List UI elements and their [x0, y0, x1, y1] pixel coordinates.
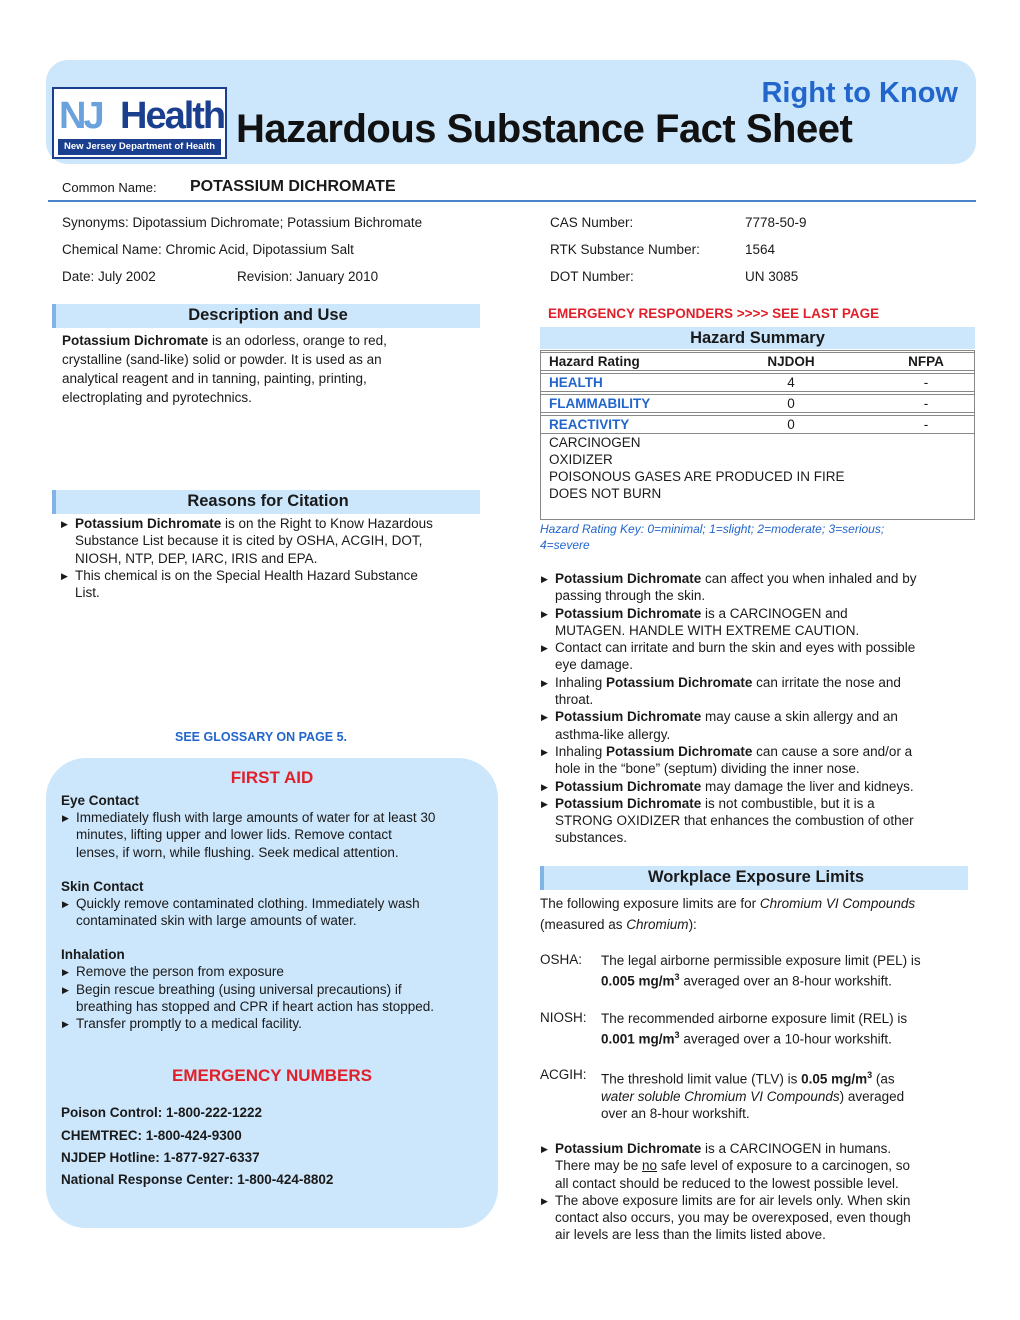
- rtk-label: RTK Substance Number:: [550, 242, 700, 257]
- common-name-label: Common Name:: [62, 180, 157, 195]
- hazard-row-flammability: [540, 394, 975, 413]
- acgih-value: 0.05 mg/m: [801, 1071, 868, 1087]
- effect6-text: can cause a sore and/or a: [752, 743, 913, 759]
- inh-b1: ▶ Remove the person from exposure: [76, 964, 284, 980]
- hazard-reactivity-label: REACTIVITY: [549, 417, 630, 432]
- citation-b2-line1: ▶ This chemical is on the Special Health Hazard Substance: [75, 567, 418, 583]
- effect8-line2: STRONG OXIDIZER that enhances the combustion of other: [555, 813, 914, 829]
- common-name-value: POTASSIUM DICHROMATE: [190, 178, 396, 195]
- effect5-substance: Potassium Dichromate: [555, 709, 702, 725]
- effect4-line2: throat.: [555, 692, 594, 708]
- revision: Revision: January 2010: [237, 269, 379, 284]
- hazard-reactivity-nfpa: -: [923, 417, 929, 432]
- health-effects-list: [540, 570, 972, 847]
- description-line1: is an odorless, orange to red,: [208, 333, 387, 348]
- effect-bullet-5: [540, 708, 972, 743]
- inhalation-label: Inhalation: [61, 947, 125, 963]
- hazard-health-njdoh: 4: [787, 375, 795, 390]
- exposure-b2-line3: air levels are less than the limits listed above.: [555, 1227, 826, 1243]
- effect5-line2: asthma-like allergy.: [555, 726, 671, 742]
- description-substance: Potassium Dichromate: [62, 333, 209, 348]
- logo-nj-text: NJ: [59, 95, 102, 137]
- hazard-key-line1: Hazard Rating Key: 0=minimal; 1=slight; 2=moderate; 3=serious;: [540, 522, 885, 536]
- hazard-header-row: [540, 352, 975, 371]
- hazard-row-health: [540, 373, 975, 392]
- effect2-line2: MUTAGEN. HANDLE WITH EXTREME CAUTION.: [555, 622, 860, 638]
- citation-b2-line2: List.: [75, 585, 100, 601]
- niosh-text: [601, 1010, 973, 1048]
- niosh-value: 0.001 mg/m: [601, 1031, 675, 1047]
- acgih-text: [601, 1067, 973, 1122]
- effect-bullet-3: [540, 639, 972, 674]
- description-line4: electroplating and pyrotechnics.: [62, 390, 252, 405]
- effect8-line3: substances.: [555, 830, 628, 846]
- exposure-intro: [540, 894, 972, 934]
- effect8-substance: Potassium Dichromate: [555, 795, 702, 811]
- inh-b2-line1: ▶ Begin rescue breathing (using universal precautions) if: [76, 981, 402, 997]
- hazard-col-rating: Hazard Rating: [549, 354, 640, 369]
- exposure-bullet-1: [540, 1140, 972, 1192]
- eye-line2: minutes, lifting upper and lower lids. Remove contact: [76, 827, 392, 843]
- first-aid-content: [61, 792, 493, 1033]
- dot-label: DOT Number:: [550, 269, 634, 284]
- effect-bullet-1: [540, 570, 972, 605]
- effect-bullet-2: [540, 605, 972, 640]
- exposure-b1-l2-post: safe level of exposure to a carcinogen, so: [657, 1158, 910, 1174]
- osha-text: [601, 952, 973, 990]
- hazard-summary-heading: Hazard Summary: [540, 327, 975, 349]
- acgih-l1-pre: The threshold limit value (TLV) is: [601, 1071, 802, 1087]
- hazard-flammability-nfpa: -: [923, 396, 929, 411]
- eye-contact-bullet: [61, 809, 493, 861]
- citation-b1-line3: NIOSH, NTP, DEP, IARC, IRIS and EPA.: [75, 550, 318, 566]
- effect5-text: may cause a skin allergy and an: [701, 709, 898, 725]
- exposure-intro-l2-italic: Chromium: [626, 917, 689, 932]
- inh-b3: ▶ Transfer promptly to a medical facility.: [76, 1016, 302, 1032]
- niosh-rest: averaged over a 10-hour workshift.: [679, 1031, 892, 1047]
- skin-line2: contaminated skin with large amounts of water.: [76, 913, 357, 929]
- exposure-b1-l2-pre: There may be: [555, 1158, 643, 1174]
- effect-bullet-8: [540, 795, 972, 847]
- description-line2: crystalline (sand-like) solid or powder. It is used as an: [62, 352, 382, 367]
- exposure-b1-l2-underline: no: [642, 1158, 658, 1174]
- glossary-link[interactable]: SEE GLOSSARY ON PAGE 5.: [175, 730, 348, 744]
- emergency-responders-banner: EMERGENCY RESPONDERS >>>> SEE LAST PAGE: [548, 306, 880, 321]
- citation-b1-line2: Substance List because it is cited by OSHA, ACGIH, DOT,: [75, 533, 423, 549]
- acgih-l2-italic: water soluble Chromium VI Compounds: [601, 1088, 840, 1104]
- chemtrec-number: CHEMTREC: 1-800-424-9300: [61, 1128, 242, 1143]
- exposure-b1-substance: Potassium Dichromate: [555, 1141, 702, 1156]
- exposure-limits-heading: Workplace Exposure Limits: [540, 866, 968, 890]
- page-title: Hazardous Substance Fact Sheet: [236, 107, 853, 151]
- skin-contact-label: Skin Contact: [61, 878, 144, 894]
- citation-bullet-1: [60, 515, 485, 567]
- hazard-note-carcinogen: CARCINOGEN: [549, 435, 641, 450]
- dot-value: UN 3085: [745, 269, 799, 284]
- hazard-rating-key: [540, 521, 884, 553]
- hazard-health-nfpa: -: [923, 375, 929, 390]
- exposure-b2-line2: contact also occurs, you may be overexposed, even though: [555, 1210, 911, 1226]
- effect-bullet-4: [540, 674, 972, 709]
- njdep-hotline-number: NJDEP Hotline: 1-877-927-6337: [61, 1150, 260, 1165]
- hazard-flammability-njdoh: 0: [787, 396, 795, 411]
- effect4-substance: Potassium Dichromate: [606, 674, 753, 690]
- hazard-reactivity-njdoh: 0: [787, 417, 795, 432]
- effect3-line1: ▶ Contact can irritate and burn the skin and eyes with possible: [555, 640, 916, 656]
- effect1-text: can affect you when inhaled and by: [701, 571, 917, 586]
- cas-label: CAS Number:: [550, 215, 634, 230]
- logo-health-text: Health: [120, 95, 225, 137]
- acgih-line3: over an 8-hour workshift.: [601, 1105, 750, 1121]
- niosh-sup: 3: [674, 1030, 680, 1040]
- citation-list: [60, 515, 485, 601]
- acgih-sup: 3: [867, 1070, 873, 1080]
- citation-substance: Potassium Dichromate: [75, 516, 222, 531]
- skin-contact-bullet: [61, 895, 493, 930]
- effect6-line2: hole in the “bone” (septum) dividing the inner nose.: [555, 761, 860, 777]
- description-heading: Description and Use: [52, 304, 480, 328]
- exposure-bullets: [540, 1140, 972, 1244]
- niosh-label: NIOSH:: [540, 1010, 587, 1025]
- citation-b1-text: is on the Right to Know Hazardous: [221, 516, 433, 531]
- effect6-substance: Potassium Dichromate: [606, 743, 753, 759]
- osha-sup: 3: [674, 972, 680, 982]
- acgih-l2-post: ) averaged: [839, 1088, 905, 1104]
- exposure-intro-l1-italic: Chromium VI Compounds: [759, 896, 916, 911]
- synonyms: Synonyms: Dipotassium Dichromate; Potassium Bichromate: [62, 215, 423, 230]
- exposure-intro-l2: (measured as: [540, 917, 627, 932]
- inhalation-bullet-3: [61, 1015, 493, 1032]
- inhalation-bullet-1: [61, 963, 493, 980]
- niosh-line1: The recommended airborne exposure limit (REL) is: [601, 1011, 908, 1026]
- effect2-substance: Potassium Dichromate: [555, 605, 702, 621]
- exposure-bullet-2: [540, 1192, 972, 1244]
- effect4-text: can irritate the nose and: [752, 674, 901, 690]
- exposure-b1-text: is a CARCINOGEN in humans.: [701, 1141, 892, 1156]
- chemical-name: Chemical Name: Chromic Acid, Dipotassium Salt: [62, 242, 354, 257]
- hazard-col-nfpa: NFPA: [908, 354, 944, 369]
- acgih-label: ACGIH:: [540, 1067, 587, 1082]
- osha-rest: averaged over an 8-hour workshift.: [679, 973, 892, 989]
- effect-bullet-7: [540, 778, 972, 795]
- eye-line3: lenses, if worn, while flushing. Seek medical attention.: [76, 844, 399, 860]
- date: Date: July 2002: [62, 269, 156, 284]
- exposure-b2-line1: ▶ The above exposure limits are for air levels only. When skin: [555, 1192, 911, 1208]
- exposure-intro-l1: The following exposure limits are for: [540, 896, 760, 911]
- osha-line1: The legal airborne permissible exposure limit (PEL) is: [601, 953, 921, 968]
- right-to-know-title: Right to Know: [761, 77, 958, 109]
- hazard-health-label: HEALTH: [549, 375, 603, 390]
- description-line3: analytical reagent and in tanning, painting, printing,: [62, 371, 367, 386]
- effect1-line2: passing through the skin.: [555, 588, 706, 604]
- hazard-col-njdoh: NJDOH: [767, 354, 815, 369]
- header-divider: [48, 200, 976, 202]
- description-text: [62, 331, 482, 407]
- effect2-text: is a CARCINOGEN and: [701, 605, 848, 621]
- acgih-l1-post: (as: [872, 1071, 895, 1087]
- effect3-line2: eye damage.: [555, 657, 634, 673]
- first-aid-heading: FIRST AID: [230, 768, 314, 787]
- eye-contact-label: Eye Contact: [61, 793, 140, 808]
- effect7-text: may damage the liver and kidneys.: [701, 778, 914, 794]
- poison-control-number: Poison Control: 1-800-222-1222: [61, 1105, 263, 1120]
- citation-heading: Reasons for Citation: [52, 490, 480, 514]
- national-response-center-number: National Response Center: 1-800-424-8802: [61, 1172, 334, 1187]
- hazard-note-does-not-burn: DOES NOT BURN: [549, 486, 662, 501]
- cas-value: 7778-50-9: [745, 215, 807, 230]
- eye-line1: ▶ Immediately flush with large amounts of water for at least 30: [76, 810, 436, 825]
- exposure-b1-line3: all contact should be reduced to the lowest possible level.: [555, 1175, 899, 1191]
- effect-bullet-6: [540, 743, 972, 778]
- skin-line1: ▶ Quickly remove contaminated clothing. Immediately wash: [76, 895, 420, 911]
- logo-subtitle: New Jersey Department of Health: [58, 139, 221, 155]
- effect7-substance: Potassium Dichromate: [555, 778, 702, 794]
- hazard-notes: [549, 434, 845, 502]
- exposure-intro-l2-post: ):: [688, 917, 697, 932]
- citation-bullet-2: [60, 567, 485, 602]
- osha-label: OSHA:: [540, 952, 583, 967]
- effect4-pre: Inhaling: [555, 674, 607, 690]
- rtk-value: 1564: [745, 242, 776, 257]
- nj-health-logo: [52, 87, 227, 159]
- effect1-substance: Potassium Dichromate: [555, 571, 702, 586]
- effect6-pre: Inhaling: [555, 743, 607, 759]
- inhalation-bullet-2: [61, 981, 493, 1016]
- hazard-row-reactivity: [540, 415, 975, 434]
- hazard-note-gases: POISONOUS GASES ARE PRODUCED IN FIRE: [549, 469, 845, 484]
- emergency-numbers-heading: EMERGENCY NUMBERS: [172, 1066, 372, 1085]
- hazard-flammability-label: FLAMMABILITY: [549, 396, 651, 411]
- effect8-text: is not combustible, but it is a: [701, 795, 875, 811]
- inh-b2-line2: breathing has stopped and CPR if heart action has stopped.: [76, 999, 434, 1015]
- osha-value: 0.005 mg/m: [601, 973, 675, 989]
- hazard-key-line2: 4=severe: [540, 538, 590, 552]
- hazard-note-oxidizer: OXIDIZER: [549, 452, 613, 467]
